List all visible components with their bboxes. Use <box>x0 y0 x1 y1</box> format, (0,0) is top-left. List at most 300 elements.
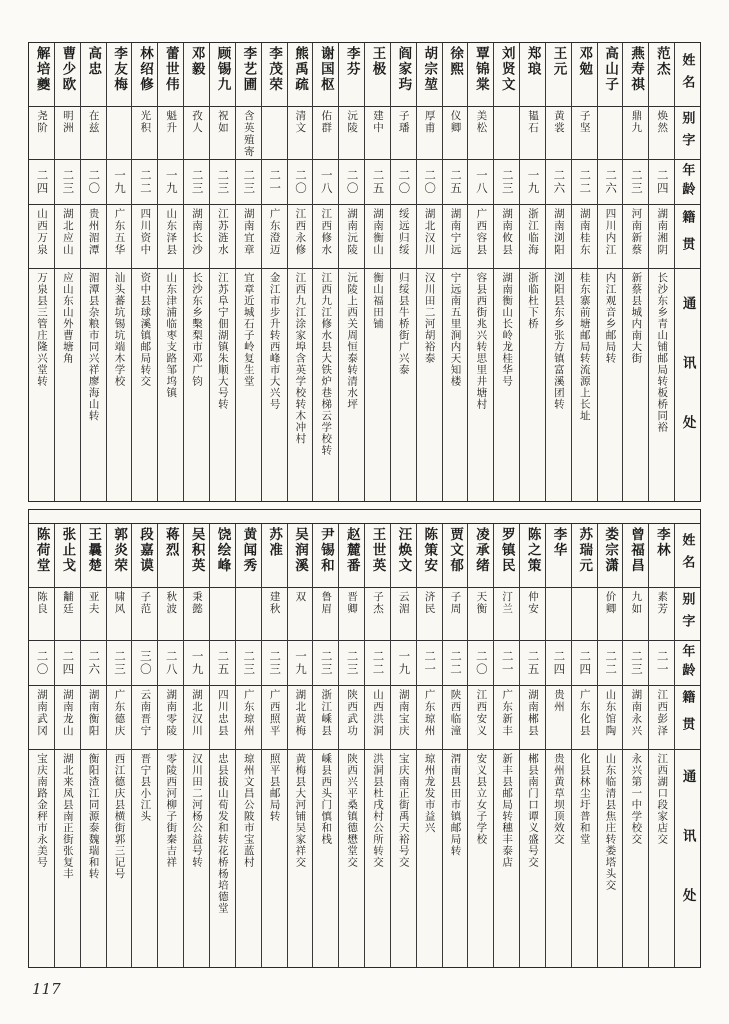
person-age-text: 二六 <box>552 169 565 195</box>
person-address <box>210 269 235 501</box>
person-name-text: 李林 <box>654 526 670 558</box>
person-courtesy-text: 美松 <box>475 110 487 134</box>
person-address-text: 湄潭县杂粮市同兴祥廖海山转 <box>87 272 99 422</box>
person-courtesy-text: 晋卿 <box>346 590 358 615</box>
person-age-text: 二〇 <box>423 169 436 195</box>
person-courtesy-text: 子璠 <box>397 110 409 134</box>
person-age-text: 二三 <box>242 169 255 195</box>
person-address <box>236 750 261 968</box>
person-name-text: 黄闻秀 <box>241 526 257 573</box>
person-native <box>81 686 106 750</box>
person-age-text: 三〇 <box>138 649 151 676</box>
person-courtesy <box>365 588 390 641</box>
person-courtesy <box>107 588 132 641</box>
person-courtesy-text: 鼎九 <box>630 110 642 134</box>
person-native <box>236 686 261 750</box>
person-address <box>494 750 519 968</box>
person-native-text: 广西照平 <box>268 688 280 737</box>
person-native <box>29 205 54 269</box>
person-courtesy-text: 天衡 <box>475 590 487 615</box>
person-column <box>365 524 391 968</box>
person-native <box>132 205 157 269</box>
header-name-text: 姓名 <box>680 533 696 577</box>
header-column <box>675 524 700 968</box>
person-column <box>210 43 236 501</box>
person-address-text: 新蔡县城内南大街 <box>630 272 642 364</box>
person-native <box>81 205 106 269</box>
person-courtesy-text: 子范 <box>139 590 151 615</box>
person-address-text: 宜章近城石子岭复生堂 <box>242 272 254 387</box>
person-address <box>494 269 519 501</box>
person-column <box>158 524 184 968</box>
person-age <box>623 641 648 686</box>
person-address <box>29 269 54 501</box>
person-address-text: 郴县南门口谭义盛号交 <box>527 752 539 868</box>
person-column <box>494 43 520 501</box>
person-address <box>313 269 338 501</box>
person-name-text: 汪焕文 <box>396 526 412 573</box>
person-name-text: 曹少欧 <box>60 46 76 93</box>
header-native <box>675 686 700 750</box>
person-name-text: 王极 <box>370 46 386 77</box>
person-name-text: 邓勉 <box>577 46 593 77</box>
person-courtesy-text: 光积 <box>139 110 151 134</box>
person-courtesy <box>184 107 209 160</box>
person-name <box>546 43 571 107</box>
person-native-text: 贵州 <box>552 688 564 713</box>
person-name <box>623 43 648 107</box>
person-address-text: 化县林尘圩普和堂 <box>578 752 590 845</box>
person-address <box>262 269 287 501</box>
person-courtesy <box>391 588 416 641</box>
person-age-text: 一九 <box>397 649 410 676</box>
person-name <box>236 524 261 588</box>
person-native <box>132 686 157 750</box>
person-column <box>649 524 675 968</box>
person-address-text: 陕西兴平桑镇德懋堂交 <box>346 752 358 868</box>
person-column <box>107 43 133 501</box>
person-address-text: 衡阳渣江同源泰魏瑞和转 <box>87 752 99 879</box>
header-name-text: 姓名 <box>680 52 696 97</box>
person-address <box>158 269 183 501</box>
person-age <box>339 160 364 205</box>
person-address <box>572 269 597 501</box>
person-column <box>391 43 417 501</box>
person-address <box>236 269 261 501</box>
person-name <box>649 524 674 588</box>
person-courtesy-text: 啸风 <box>113 590 125 615</box>
person-age <box>158 160 183 205</box>
person-courtesy-text: 云湄 <box>397 590 409 615</box>
person-address-text: 江西湖口段家店交 <box>656 752 668 845</box>
person-column <box>81 524 107 968</box>
person-age <box>313 160 338 205</box>
person-native-text: 湖南攸县 <box>501 208 513 256</box>
person-courtesy-text: 汀兰 <box>501 590 513 615</box>
person-name <box>158 524 183 588</box>
person-native <box>313 205 338 269</box>
person-age <box>494 160 519 205</box>
person-name <box>236 43 261 107</box>
person-name-text: 刘贤文 <box>499 46 515 93</box>
person-column <box>55 524 81 968</box>
person-name-text: 谢国枢 <box>318 46 334 93</box>
person-name-text: 陈之策 <box>525 526 541 573</box>
person-courtesy <box>313 107 338 160</box>
person-age <box>546 641 571 686</box>
person-address-text: 湖南衡山长岭龙桂华号 <box>501 272 513 387</box>
person-address-text: 万泉县三管庄隆兴堂转 <box>35 272 47 387</box>
person-column <box>288 43 314 501</box>
person-address-text: 金江市步升转西峰市大兴号 <box>268 272 280 410</box>
person-native-text: 山东馆陶 <box>604 688 616 737</box>
person-age-text: 二三 <box>345 649 358 676</box>
person-age-text: 二一 <box>655 649 668 676</box>
person-native <box>417 686 442 750</box>
person-name <box>107 43 132 107</box>
person-native <box>520 686 545 750</box>
person-address <box>339 269 364 501</box>
person-native-text: 湖南龙山 <box>61 688 73 737</box>
person-age-text: 二三 <box>629 169 642 195</box>
person-courtesy <box>288 588 313 641</box>
person-address-text: 黄梅县大河铺吴家祥交 <box>294 752 306 868</box>
person-column <box>236 524 262 968</box>
person-address-text: 洪洞县杜戌村公所转交 <box>371 752 383 868</box>
person-address-text: 衡山福田铺 <box>371 272 383 330</box>
person-name-text: 燕寿祺 <box>628 46 644 93</box>
person-address <box>468 269 493 501</box>
person-age <box>365 641 390 686</box>
person-age-text: 二六 <box>604 169 617 195</box>
person-native-text: 四川内江 <box>604 208 616 256</box>
person-courtesy <box>443 107 468 160</box>
person-column <box>313 43 339 501</box>
person-courtesy <box>468 588 493 641</box>
person-courtesy-text: 子坚 <box>578 110 590 134</box>
person-column <box>546 524 572 968</box>
person-courtesy <box>520 588 545 641</box>
person-courtesy <box>572 588 597 641</box>
person-address-text: 浏阳县东乡张方镇富溪团转 <box>552 272 564 410</box>
person-age <box>81 160 106 205</box>
person-courtesy-text: 双 <box>294 590 306 603</box>
person-native-text: 浙江嵊县 <box>320 688 332 737</box>
person-age-text: 二三 <box>500 169 513 195</box>
person-name-text: 蕾世伟 <box>163 46 179 93</box>
person-name-text: 徐熙 <box>448 46 464 77</box>
person-courtesy-text: 子杰 <box>371 590 383 615</box>
person-courtesy-text: 明洲 <box>61 110 73 134</box>
person-age <box>55 641 80 686</box>
person-native-text: 江苏涟水 <box>216 208 228 256</box>
person-native-text: 湖北应山 <box>61 208 73 256</box>
person-name-text: 王世英 <box>370 526 386 573</box>
person-address-text: 汉川田二河胡裕泰 <box>423 272 435 364</box>
person-courtesy-text: 价卿 <box>604 590 616 615</box>
person-courtesy-text: 济民 <box>423 590 435 615</box>
person-address <box>132 750 157 968</box>
person-address-text: 资中县球溪镇邮局转交 <box>139 272 151 387</box>
person-name <box>313 43 338 107</box>
person-age <box>288 641 313 686</box>
person-column <box>339 524 365 968</box>
person-name <box>107 524 132 588</box>
person-native <box>210 686 235 750</box>
person-courtesy-text: 仲安 <box>527 590 539 615</box>
person-native <box>572 686 597 750</box>
person-courtesy-text: 孜人 <box>191 110 203 134</box>
person-courtesy-text: 子周 <box>449 590 461 615</box>
person-age <box>649 641 674 686</box>
person-courtesy-text: 秉懿 <box>191 590 203 615</box>
person-age <box>443 641 468 686</box>
person-name <box>443 524 468 588</box>
person-name-text: 李友梅 <box>112 46 128 93</box>
person-age <box>598 160 623 205</box>
person-name <box>520 524 545 588</box>
person-courtesy <box>236 107 261 160</box>
person-address-text: 沅陵上西关周恒泰转清水坪 <box>346 272 358 410</box>
person-name <box>494 43 519 107</box>
person-courtesy <box>468 107 493 160</box>
person-address-text: 照平县邮局转 <box>268 752 280 822</box>
person-age <box>339 641 364 686</box>
header-address-text: 通讯处 <box>680 769 696 948</box>
person-native <box>107 205 132 269</box>
person-native-text: 江西修水 <box>320 208 332 256</box>
person-name <box>468 43 493 107</box>
person-address-text: 长沙东乡青山铺邮局转板桥同裕 <box>656 272 668 433</box>
person-courtesy <box>132 588 157 641</box>
person-native <box>443 205 468 269</box>
person-native-text: 湖南衡山 <box>371 208 383 256</box>
person-age <box>365 160 390 205</box>
person-age <box>81 641 106 686</box>
person-name <box>365 43 390 107</box>
person-courtesy <box>132 107 157 160</box>
person-name-text: 王元 <box>551 46 567 77</box>
person-age-text: 二六 <box>87 649 100 676</box>
person-native <box>210 205 235 269</box>
person-column <box>417 524 443 968</box>
person-name-text: 邓毅 <box>189 46 205 77</box>
person-address <box>468 750 493 968</box>
person-column <box>158 43 184 501</box>
person-courtesy-text: 黄裳 <box>552 110 564 134</box>
person-age-text: 二〇 <box>397 169 410 195</box>
person-native <box>623 686 648 750</box>
person-courtesy-text: 厚甫 <box>423 110 435 134</box>
person-native <box>520 205 545 269</box>
person-name <box>649 43 674 107</box>
person-native <box>288 686 313 750</box>
person-native <box>598 686 623 750</box>
person-name-text: 郑琅 <box>525 46 541 77</box>
person-age-text: 二三 <box>268 649 281 676</box>
person-column <box>107 524 133 968</box>
person-courtesy-text: 魁升 <box>165 110 177 134</box>
person-column <box>29 524 55 968</box>
person-column <box>494 524 520 968</box>
person-name-text: 段嘉谟 <box>137 526 153 573</box>
person-address-text: 零陵西河柳子街秦吉祥 <box>165 752 177 868</box>
person-name-text: 郭炎荣 <box>112 526 128 573</box>
person-address <box>546 750 571 968</box>
person-name <box>210 43 235 107</box>
person-address-text: 安义县立女子学校 <box>475 752 487 845</box>
person-address <box>598 269 623 501</box>
person-address-text: 琼州龙发市益兴 <box>423 752 435 833</box>
person-courtesy-text: 鲁眉 <box>320 590 332 615</box>
person-column <box>468 43 494 501</box>
person-address <box>417 750 442 968</box>
person-address <box>598 750 623 968</box>
person-name-text: 王曩楚 <box>86 526 102 573</box>
person-name-text: 陈荷堂 <box>34 526 50 573</box>
person-name-text: 范杰 <box>654 46 670 77</box>
person-address <box>339 750 364 968</box>
person-name <box>184 524 209 588</box>
person-courtesy <box>520 107 545 160</box>
person-name-text: 张止戈 <box>60 526 76 573</box>
person-name <box>184 43 209 107</box>
person-column <box>288 524 314 968</box>
person-address-text: 应山东山外曹塘角 <box>61 272 73 364</box>
person-column <box>391 524 417 968</box>
person-address-text: 浙临杜下桥 <box>527 272 539 330</box>
person-name <box>55 524 80 588</box>
person-courtesy <box>417 107 442 160</box>
person-courtesy-text: 焕然 <box>656 110 668 134</box>
person-name-text: 覃锦棠 <box>473 46 489 93</box>
person-native-text: 湖南浏阳 <box>552 208 564 256</box>
person-age-text: 二二 <box>604 649 617 676</box>
person-courtesy <box>107 107 132 160</box>
person-courtesy <box>546 107 571 160</box>
person-native-text: 河南新蔡 <box>630 208 642 256</box>
person-address <box>55 269 80 501</box>
person-address <box>623 750 648 968</box>
person-courtesy <box>623 107 648 160</box>
person-age <box>468 641 493 686</box>
person-column <box>468 524 494 968</box>
person-age <box>107 641 132 686</box>
person-native <box>417 205 442 269</box>
person-native-text: 广东五华 <box>113 208 125 256</box>
person-native <box>313 686 338 750</box>
person-column <box>443 43 469 501</box>
person-age <box>132 641 157 686</box>
person-native <box>55 205 80 269</box>
header-age-text: 年龄 <box>680 643 696 682</box>
person-name-text: 熊禹疏 <box>293 46 308 93</box>
person-courtesy-text: 秋波 <box>165 590 177 615</box>
person-age <box>132 160 157 205</box>
person-native <box>391 205 416 269</box>
person-age-text: 二〇 <box>87 169 100 195</box>
person-native-text: 湖南长沙 <box>191 208 203 256</box>
person-age <box>236 160 261 205</box>
person-courtesy <box>313 588 338 641</box>
person-native <box>262 686 287 750</box>
person-native-text: 广东化县 <box>578 688 590 737</box>
person-column <box>623 524 649 968</box>
person-column <box>313 524 339 968</box>
person-address <box>546 269 571 501</box>
person-column <box>236 43 262 501</box>
person-native-text: 湖南宝庆 <box>397 688 409 737</box>
person-age-text: 一九 <box>164 169 177 195</box>
person-age-text: 一九 <box>190 649 203 676</box>
person-age-text: 二三 <box>216 169 229 195</box>
person-address-text: 汉川田二河杨公益号转 <box>191 752 203 868</box>
person-name-text: 曾福昌 <box>628 526 644 573</box>
person-courtesy <box>236 588 261 641</box>
person-native <box>391 686 416 750</box>
person-age-text: 二五 <box>371 169 384 195</box>
person-age <box>623 160 648 205</box>
person-address-text: 忠县拔山荀发和转花桥杨培德堂 <box>216 752 228 914</box>
person-name-text: 贾文郁 <box>448 526 464 573</box>
person-native <box>649 205 674 269</box>
person-name <box>417 524 442 588</box>
person-address <box>649 750 674 968</box>
person-courtesy <box>158 107 183 160</box>
page-number: 117 <box>32 980 61 998</box>
person-name <box>417 43 442 107</box>
person-address <box>313 750 338 968</box>
person-courtesy-text: 韫石 <box>527 110 539 134</box>
header-native-text: 籍贯 <box>680 690 696 744</box>
person-age <box>520 160 545 205</box>
person-address-text: 宁远南五里涧内天知楼 <box>449 272 461 387</box>
header-courtesy-text: 别字 <box>680 111 696 155</box>
table-spacer <box>29 510 700 524</box>
person-column <box>572 43 598 501</box>
person-courtesy <box>29 588 54 641</box>
person-age-text: 二〇 <box>293 169 306 195</box>
table-columns <box>29 43 700 501</box>
person-courtesy <box>81 107 106 160</box>
person-age <box>546 160 571 205</box>
person-address <box>81 269 106 501</box>
header-name <box>675 43 700 107</box>
person-courtesy <box>262 107 287 160</box>
person-name <box>262 43 287 107</box>
person-name-text: 苏瑞元 <box>577 526 593 573</box>
person-native-text: 山西洪洞 <box>371 688 383 737</box>
person-courtesy <box>546 588 571 641</box>
person-address-text: 渭南县田市镇邮局转 <box>449 752 461 856</box>
person-address <box>288 269 313 501</box>
person-age <box>29 160 54 205</box>
person-native <box>598 205 623 269</box>
person-native <box>365 686 390 750</box>
person-name-text: 饶绘峰 <box>215 526 231 573</box>
person-name <box>29 524 54 588</box>
person-courtesy-text: 九如 <box>630 590 642 615</box>
person-age <box>520 641 545 686</box>
person-age-text: 一八 <box>319 169 332 195</box>
person-native-text: 云南晋宁 <box>139 688 151 737</box>
person-native <box>623 205 648 269</box>
person-column <box>184 43 210 501</box>
person-native <box>262 205 287 269</box>
person-native <box>107 686 132 750</box>
person-age <box>210 641 235 686</box>
person-address-text: 山东津浦临枣支路邹坞镇 <box>165 272 177 399</box>
